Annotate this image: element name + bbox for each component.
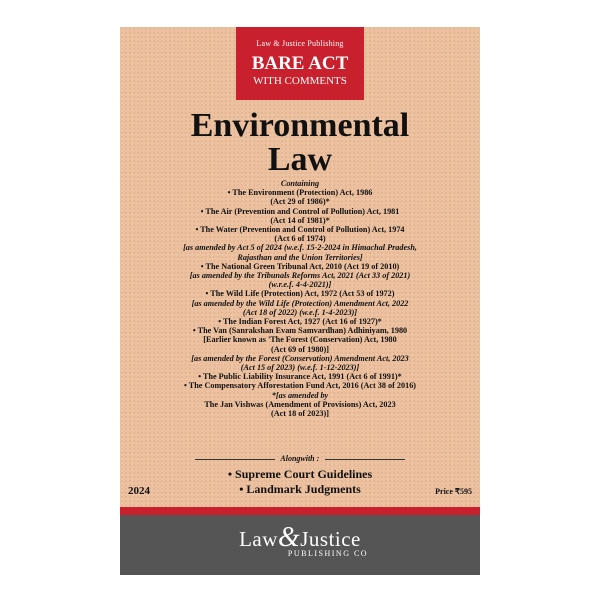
contents-line: • The Van (Sanrakshan Evam Samvardhan) Adhiniyam, 1980 — [192, 326, 408, 336]
contents-line: (w.r.e.f. 4-4-2021)] — [268, 280, 332, 290]
contents-line: • The National Green Tribunal Act, 2010 (Act 19 of 2010) — [200, 261, 400, 271]
contents-list — [126, 179, 474, 418]
contents-line: • The Compensatory Afforestation Fund Act, 2016 (Act 38 of 2016) — [183, 381, 417, 391]
contents-line: [as amended by the Tribunals Reforms Act, 2021 (Act 33 of 2021) — [189, 271, 411, 281]
divider-left — [195, 459, 275, 460]
alongwith-items — [120, 467, 480, 497]
contents-line: • The Water (Prevention and Control of Pollution) Act, 1974 — [195, 225, 405, 235]
publisher-footer — [120, 515, 480, 575]
contents-line: (Act 14 of 1981)* — [270, 215, 330, 225]
contents-line: [as amended by Act 5 of 2024 (w.e.f. 15-2-2024 in Himachal Pradesh, — [183, 243, 417, 253]
contents-line: • The Indian Forest Act, 1927 (Act 16 of 1927)* — [218, 317, 382, 327]
publisher-logo — [120, 522, 480, 553]
logo-ampersand: & — [277, 522, 301, 553]
book-title-line1: Environmental — [190, 107, 410, 144]
badge-subtitle: WITH COMMENTS — [253, 75, 347, 87]
contents-line: • The Wild Life (Protection) Act, 1972 (Act 53 of 1972) — [205, 289, 395, 299]
contents-line: [as amended by the Wild Life (Protection) Amendment Act, 2022 — [191, 298, 409, 308]
contents-line: Rajasthan and the Union Territories] — [237, 252, 363, 262]
contents-line: The Jan Vishwas (Amendment of Provisions) Act, 2023 — [204, 399, 396, 409]
edition-year: 2024 — [128, 485, 150, 497]
logo-subtitle: PUBLISHING CO — [287, 549, 369, 558]
contents-line: [Earlier known as 'The Forest (Conservation) Act, 1980 — [203, 335, 397, 345]
badge-publisher: Law & Justice Publishing — [256, 39, 344, 48]
alongwith-item: • Supreme Court Guidelines — [227, 467, 373, 481]
contents-line: Containing — [280, 179, 320, 188]
contents-line: (Act 18 of 2022) (w.e.f. 1-4-2023)] — [242, 307, 358, 317]
bare-act-badge — [236, 27, 364, 100]
book-cover — [120, 27, 480, 575]
contents-line: (Act 15 of 2023) (w.e.f. 1-12-2023)] — [240, 363, 360, 373]
contents-line: *[as amended by — [271, 390, 329, 400]
alongwith-label: Alongwith : — [280, 454, 320, 463]
alongwith-item: • Landmark Judgments — [239, 482, 361, 496]
contents-line: • The Air (Prevention and Control of Pollution) Act, 1981 — [200, 206, 400, 216]
contents-line: • The Public Liability Insurance Act, 1991 (Act 6 of 1991)* — [198, 372, 402, 382]
contents-line: (Act 69 of 1980)] — [271, 344, 329, 354]
logo-word-justice: Justice — [300, 527, 361, 551]
contents-line: (Act 6 of 1974) — [274, 234, 326, 244]
contents-line: [as amended by the Forest (Conservation) Amendment Act, 2023 — [191, 353, 409, 363]
alongwith-label-row — [120, 454, 480, 463]
red-band — [120, 507, 480, 515]
contents-line: (Act 18 of 2023)] — [271, 409, 329, 419]
badge-title: BARE ACT — [251, 53, 349, 74]
logo-word-law: Law — [239, 527, 278, 551]
contents-line: • The Environment (Protection) Act, 1986 — [227, 188, 373, 198]
price-label: Price ₹595 — [435, 487, 472, 496]
book-title-line2: Law — [267, 141, 333, 178]
divider-right — [325, 459, 405, 460]
contents-line: (Act 29 of 1986)* — [270, 197, 330, 207]
